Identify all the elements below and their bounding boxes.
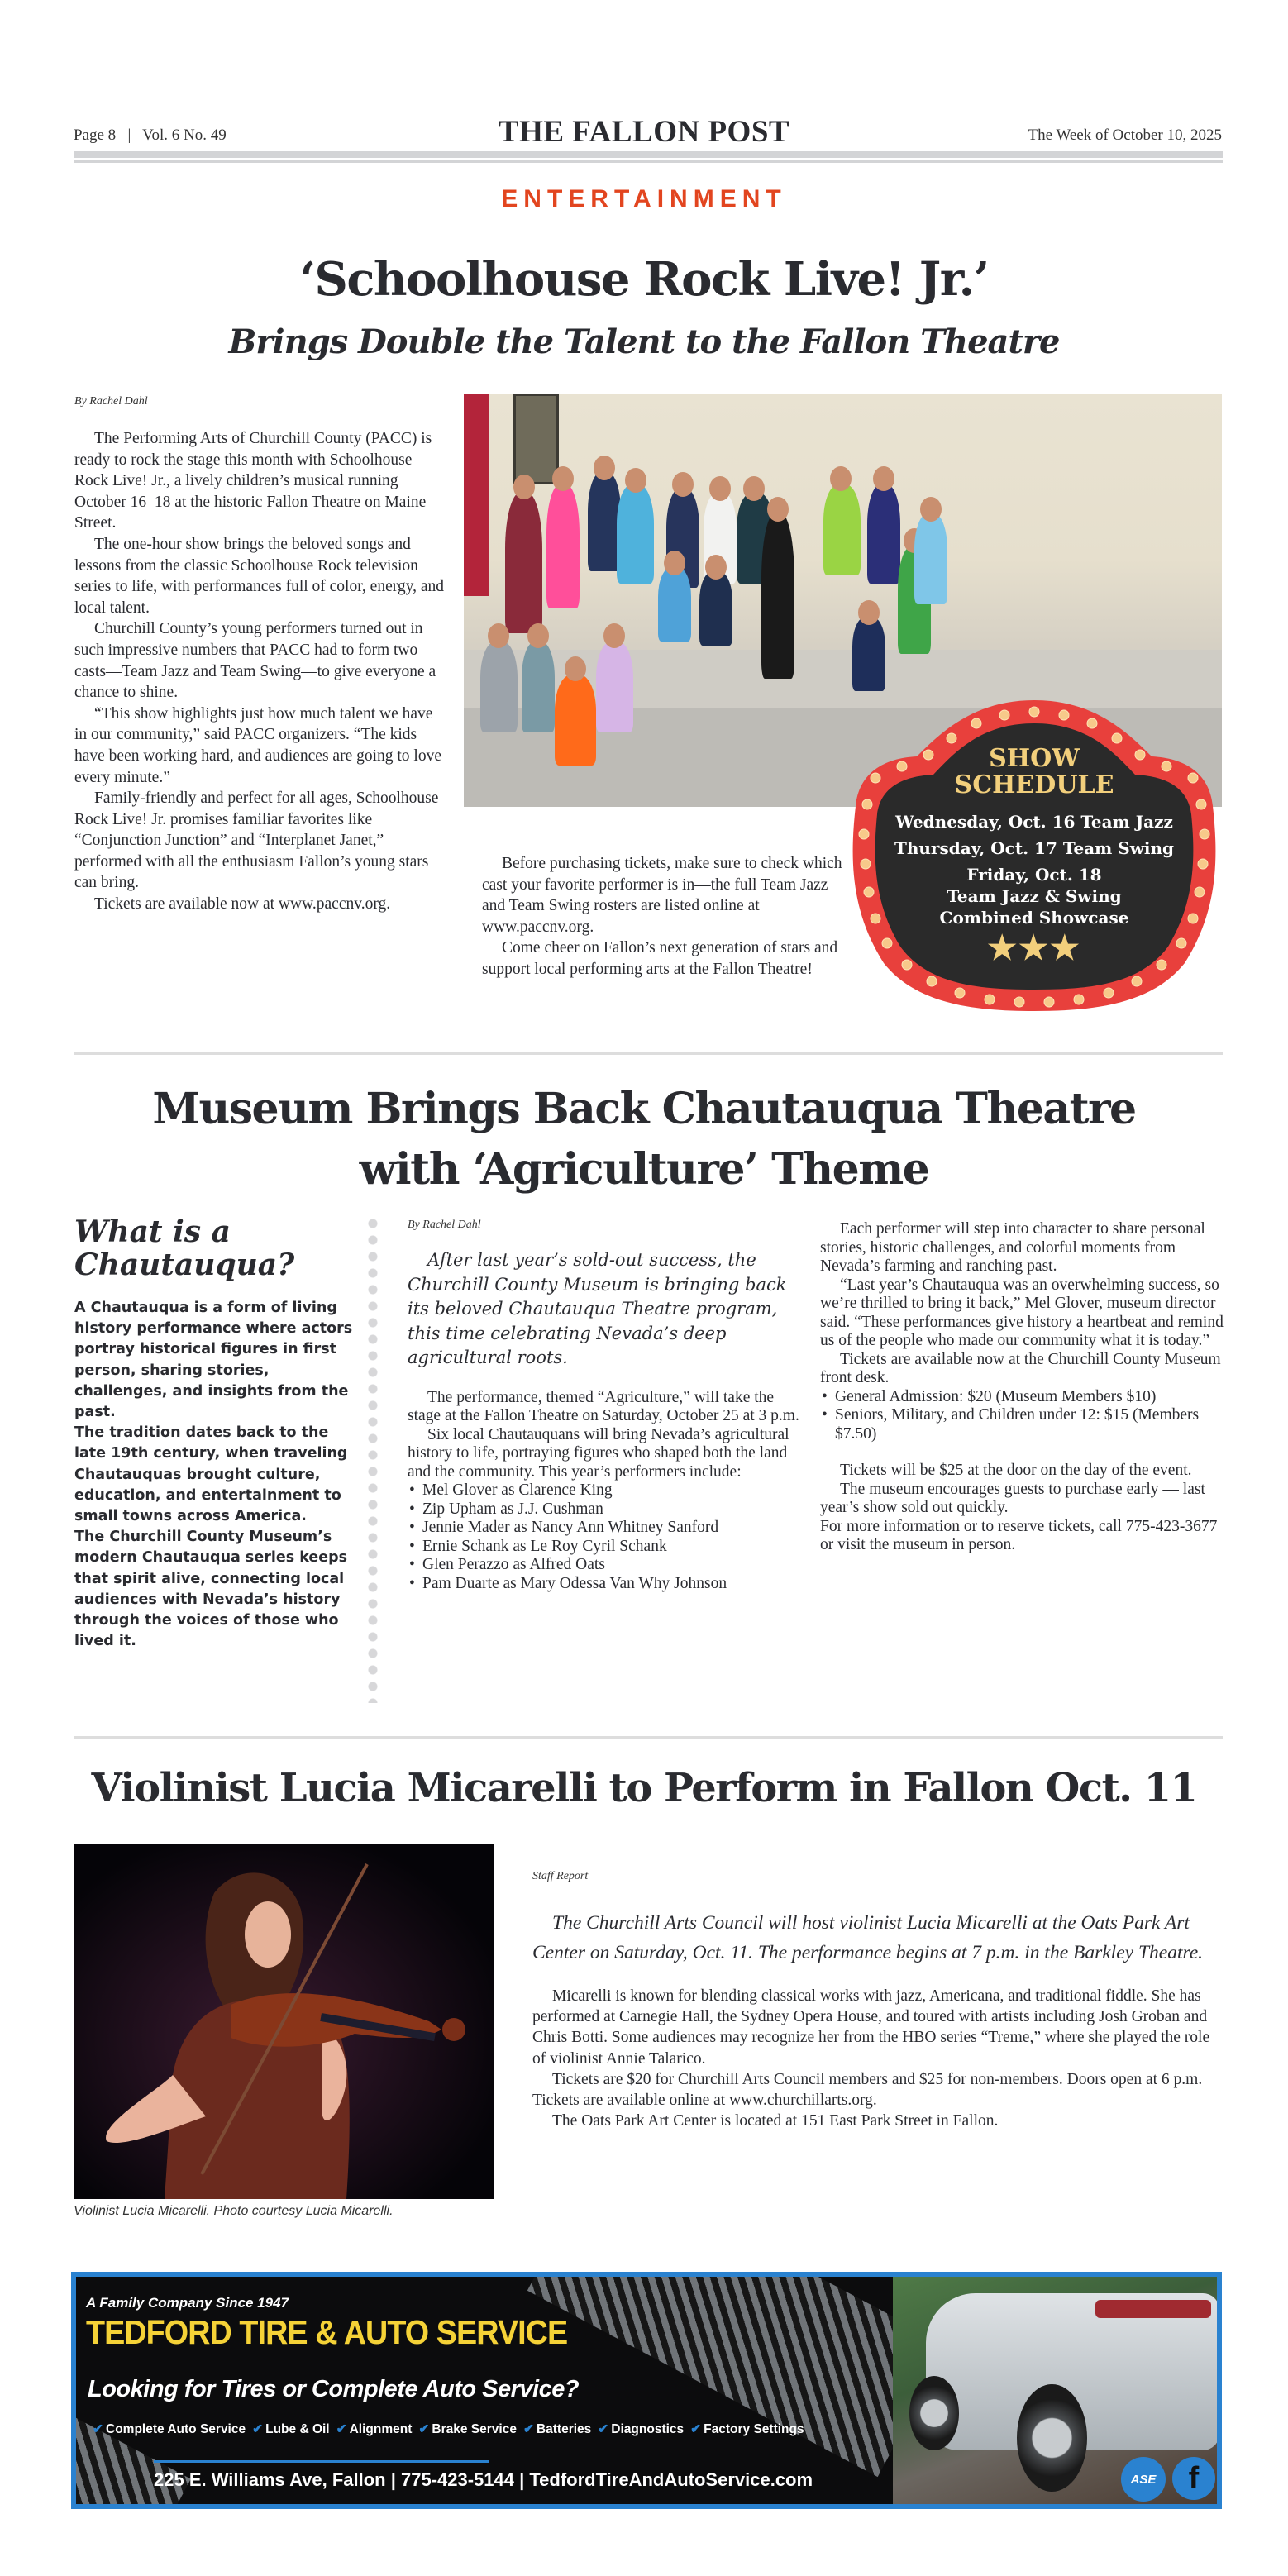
photo-window xyxy=(513,394,559,484)
paragraph: Come cheer on Fallon’s next generation of stars and support local performing arts at the Fallon Theatre! xyxy=(482,939,838,978)
chautauqua-sidebar-title: What is a Chautauqua? xyxy=(74,1214,295,1282)
service-item: ✔ Factory Settings xyxy=(690,2422,804,2436)
paragraph: Six local Chautauquans will bring Nevada’s agricultural history to life, portraying figures who shaped both the land and the community. This year’s performers include: xyxy=(408,1425,789,1481)
photo-figure-head xyxy=(858,600,880,625)
performer-item: • Ernie Schank as Le Roy Cyril Schank xyxy=(408,1538,809,1557)
photo-figure-head xyxy=(920,497,942,522)
photo-figure-head xyxy=(527,623,549,648)
article3-byline: Staff Report xyxy=(532,1870,589,1882)
performer-item: • Glen Perazzo as Alfred Oats xyxy=(408,1556,809,1575)
price-item: • General Admission: $20 (Museum Members $10) xyxy=(820,1388,1225,1407)
paragraph: Each performer will step into character to share personal stories, historic challenges, and colorful moments from Nevada’s farming and ranching past. xyxy=(820,1220,1205,1275)
photo-figure-head xyxy=(664,551,685,575)
schedule-title-line2: SCHEDULE xyxy=(954,770,1114,799)
paragraph: Micarelli is known for blending classical works with jazz, Americana, and traditional fiddle. She has performed at Carnegie Hall, the Sydney Opera House, and toured with artists including Josh Groban and Chris Botti. Some audiences may recognize her from the HBO series “Treme,” where she played the role of violinist Annie Talarico. xyxy=(532,1987,1210,2068)
chautauqua-sidebar-body xyxy=(74,1298,360,1652)
article2-headline-line2: with ‘Agriculture’ Theme xyxy=(359,1144,929,1195)
article2-mid-body xyxy=(408,1389,809,1594)
masthead-rule-thick xyxy=(74,151,1223,158)
paragraph: “This show highlights just how much talent we have in our community,” said PACC organizers. “The kids have been working hard, and audiences are going to love every minute.” xyxy=(74,704,442,786)
performer-item: • Mel Glover as Clarence King xyxy=(408,1481,809,1500)
tire-tread-graphic xyxy=(527,2272,947,2477)
ase-certified-icon: ASE xyxy=(1121,2457,1166,2502)
photo-figure-head xyxy=(603,623,625,648)
dotted-column-rule xyxy=(367,1215,379,1703)
sidebar-paragraph: The Churchill County Museum’s modern Chautauqua series keeps that spirit alive, connecting local audiences with Nevada’s history through the voices of those who lived it. xyxy=(74,1529,348,1650)
facebook-icon[interactable]: f xyxy=(1172,2457,1215,2500)
violinist-illustration-icon xyxy=(74,1844,494,2199)
paragraph: Family-friendly and perfect for all ages, Schoolhouse Rock Live! Jr. promises familiar favorites like “Conjunction Junction” and “Interplanet Janet,” performed with all the enthusiasm Fallon’s young stars can bring. xyxy=(74,789,439,892)
performer-item: • Pam Duarte as Mary Odessa Van Why Johnson xyxy=(408,1575,809,1594)
photo-figure-head xyxy=(873,466,894,491)
sidebar-paragraph: A Chautauqua is a form of living history performance where actors portray historical figures in first person, sharing stories, challenges, and insights from the past. xyxy=(74,1300,353,1421)
paragraph: Before purchasing tickets, make sure to check which cast your favorite performer is in—the full Team Jazz and Team Swing rosters are listed online at www.paccnv.org. xyxy=(482,855,842,936)
paragraph: Tickets are available now at www.paccnv.org. xyxy=(94,895,391,914)
article1-byline: By Rachel Dahl xyxy=(74,395,148,408)
photo-figure-head xyxy=(672,472,694,497)
ad-contact-line[interactable]: 225 E. Williams Ave, Fallon | 775-423-5144 | TedfordTireAndAutoService.com xyxy=(154,2469,813,2490)
article1-subhead: Brings Double the Talent to the Fallon Theatre xyxy=(228,322,1060,361)
paragraph: Tickets are $20 for Churchill Arts Council members and $25 for non-members. Doors open at 6 p.m. Tickets are available online at www.churchillarts.org. xyxy=(532,2070,1203,2110)
paragraph: The Performing Arts of Churchill County (PACC) is ready to rock the stage this month with Schoolhouse Rock Live! Jr., a lively children’s musical running October 16–18 at the historic Fallon Theatre on Maine Street. xyxy=(74,430,432,532)
separator: | xyxy=(127,126,131,144)
checkmark-icon: ✔ xyxy=(336,2422,347,2436)
performer-list xyxy=(408,1481,809,1593)
schedule-title-line1: SHOW xyxy=(989,744,1080,773)
newspaper-title: THE FALLON POST xyxy=(498,115,790,149)
tedford-tire-advertisement[interactable] xyxy=(71,2272,1222,2509)
photo-figure-head xyxy=(705,555,727,580)
checkmark-icon: ✔ xyxy=(522,2422,534,2436)
service-item: ✔ Lube & Oil xyxy=(252,2422,330,2436)
paragraph: “Last year’s Chautauqua was an overwhelming success, so we’re thrilled to bring it back,” Mel Glover, museum director said. “These performances give history a heartbeat and remind us of the people who made our community what it is today.” xyxy=(820,1276,1224,1349)
ticket-price-list xyxy=(820,1388,1225,1444)
photo-figure-head xyxy=(565,656,586,681)
article2-headline-line1: Museum Brings Back Chautauqua Theatre xyxy=(152,1084,1136,1134)
photo-red-door xyxy=(464,394,489,596)
photo-figure xyxy=(761,513,794,679)
show-schedule-marquee xyxy=(846,699,1223,1013)
schedule-friday: Friday, Oct. 18 xyxy=(966,865,1102,885)
photo-figure-head xyxy=(513,475,535,499)
checkmark-icon: ✔ xyxy=(93,2422,103,2436)
schedule-thursday: Thursday, Oct. 17 Team Swing xyxy=(894,838,1175,858)
contact-paragraph: For more information or to reserve tickets, call 775-423-3677 or visit the museum in person. xyxy=(820,1517,1218,1553)
ad-tagline: A Family Company Since 1947 xyxy=(86,2295,289,2311)
article2-headline xyxy=(0,1079,1288,1200)
section-divider xyxy=(74,1736,1223,1739)
paragraph: Tickets will be $25 at the door on the day of the event. xyxy=(840,1462,1192,1479)
photo-figure xyxy=(555,675,596,766)
service-item: ✔ Diagnostics xyxy=(598,2422,685,2436)
section-label: ENTERTAINMENT xyxy=(501,185,787,212)
page-number: Page 8 xyxy=(74,126,117,144)
checkmark-icon: ✔ xyxy=(252,2422,264,2436)
schedule-wednesday: Wednesday, Oct. 16 Team Jazz xyxy=(895,812,1173,832)
photo-figure xyxy=(596,642,633,732)
photo-figure-head xyxy=(743,476,765,501)
paragraph: The performance, themed “Agriculture,” will take the stage at the Fallon Theatre on Saturday, October 25 at 3 p.m. xyxy=(408,1388,799,1424)
article3-paragraphs xyxy=(532,1986,1210,2131)
paragraph: The one-hour show brings the beloved songs and lessons from the classic Schoolhouse Rock television series to life, with performances full of color, energy, and local talent. xyxy=(74,535,445,617)
article1-column2 xyxy=(482,853,846,980)
photo-figure xyxy=(522,642,555,732)
volume-number: Vol. 6 No. 49 xyxy=(142,126,227,144)
article3-lead: The Churchill Arts Council will host violinist Lucia Micarelli at the Oats Park Art Center on Saturday, Oct. 11. The performance begins at 7 p.m. in the Barkley Theatre. xyxy=(532,1912,1204,1963)
paragraph: The museum encourages guests to purchase early — last year’s show sold out quickly. xyxy=(820,1480,1205,1516)
photo-figure xyxy=(505,493,542,633)
schedule-friday-showcase: Combined Showcase xyxy=(939,908,1129,928)
service-item: ✔ Alignment xyxy=(336,2422,413,2436)
photo-figure-head xyxy=(830,466,852,491)
checkmark-icon: ✔ xyxy=(418,2422,430,2436)
service-item: ✔ Complete Auto Service xyxy=(93,2422,246,2436)
article2-lead: After last year’s sold-out success, the Churchill County Museum is bringing back its beloved Chautauqua Theatre program, this time celebrating Nevada’s deep agricultural roots. xyxy=(408,1250,787,1367)
ad-car-photo xyxy=(893,2277,1222,2504)
article3-headline: Violinist Lucia Micarelli to Perform in Fallon Oct. 11 xyxy=(91,1765,1197,1811)
section-divider xyxy=(74,1052,1223,1055)
performer-item: • Zip Upham as J.J. Cushman xyxy=(408,1500,809,1519)
photo-figure-head xyxy=(709,476,731,501)
price-item: • Seniors, Military, and Children under 12: $15 (Members $7.50) xyxy=(820,1406,1225,1443)
article3-body xyxy=(532,1870,1210,2131)
star-icons: ★★★ xyxy=(987,928,1081,967)
photo-figure xyxy=(867,484,900,584)
photo-figure-head xyxy=(625,468,646,493)
paragraph: Tickets are available now at the Churchill County Museum front desk. xyxy=(820,1350,1221,1386)
sidebar-paragraph: The tradition dates back to the late 19th century, when traveling Chautauquas brought culture, education, and entertainment to small towns across America. xyxy=(74,1424,348,1525)
article1-column1 xyxy=(74,428,446,915)
ad-services-list xyxy=(93,2421,804,2437)
checkmark-icon: ✔ xyxy=(690,2422,702,2436)
photo-figure-head xyxy=(767,497,789,522)
article1-headline: ‘Schoolhouse Rock Live! Jr.’ xyxy=(299,252,989,307)
ad-business-name: TEDFORD TIRE & AUTO SERVICE xyxy=(86,2313,568,2351)
car-wheel-icon xyxy=(909,2376,959,2450)
violinist-photo-caption: Violinist Lucia Micarelli. Photo courtesy Lucia Micarelli. xyxy=(74,2204,394,2218)
photo-figure-head xyxy=(552,466,574,491)
photo-figure xyxy=(914,513,947,604)
article2-middle-column xyxy=(408,1219,809,1593)
violinist-photo xyxy=(74,1844,494,2199)
photo-figure xyxy=(852,617,885,691)
performer-item: • Jennie Mader as Nancy Ann Whitney Sanford xyxy=(408,1519,809,1538)
ad-divider xyxy=(154,2460,489,2463)
service-item: ✔ Brake Service xyxy=(418,2422,517,2436)
photo-figure xyxy=(617,484,654,584)
paragraph: Churchill County’s young performers turned out in such impressive numbers that PACC had to form two casts—Team Jazz and Team Swing—to give everyone a chance to shine. xyxy=(74,620,436,702)
service-item: ✔ Batteries xyxy=(522,2422,592,2436)
masthead-rule-thin xyxy=(74,160,1223,163)
checkmark-icon: ✔ xyxy=(598,2422,609,2436)
photo-figure xyxy=(546,484,580,608)
schedule-friday-teams: Team Jazz & Swing xyxy=(947,886,1122,906)
article2-byline: By Rachel Dahl xyxy=(408,1219,481,1231)
photo-figure xyxy=(588,472,621,571)
photo-figure-head xyxy=(488,623,509,648)
photo-figure-head xyxy=(594,456,615,480)
photo-figure xyxy=(658,567,691,642)
photo-figure xyxy=(823,484,861,575)
car-taillight xyxy=(1095,2300,1211,2318)
photo-figure xyxy=(699,571,732,646)
photo-figure xyxy=(480,642,518,732)
ad-question: Looking for Tires or Complete Auto Service? xyxy=(88,2376,580,2402)
paragraph: The Oats Park Art Center is located at 151 East Park Street in Fallon. xyxy=(552,2112,999,2130)
issue-date: The Week of October 10, 2025 xyxy=(1028,126,1222,144)
car-wheel-icon xyxy=(1017,2384,1087,2492)
article2-right-column xyxy=(820,1220,1225,1555)
